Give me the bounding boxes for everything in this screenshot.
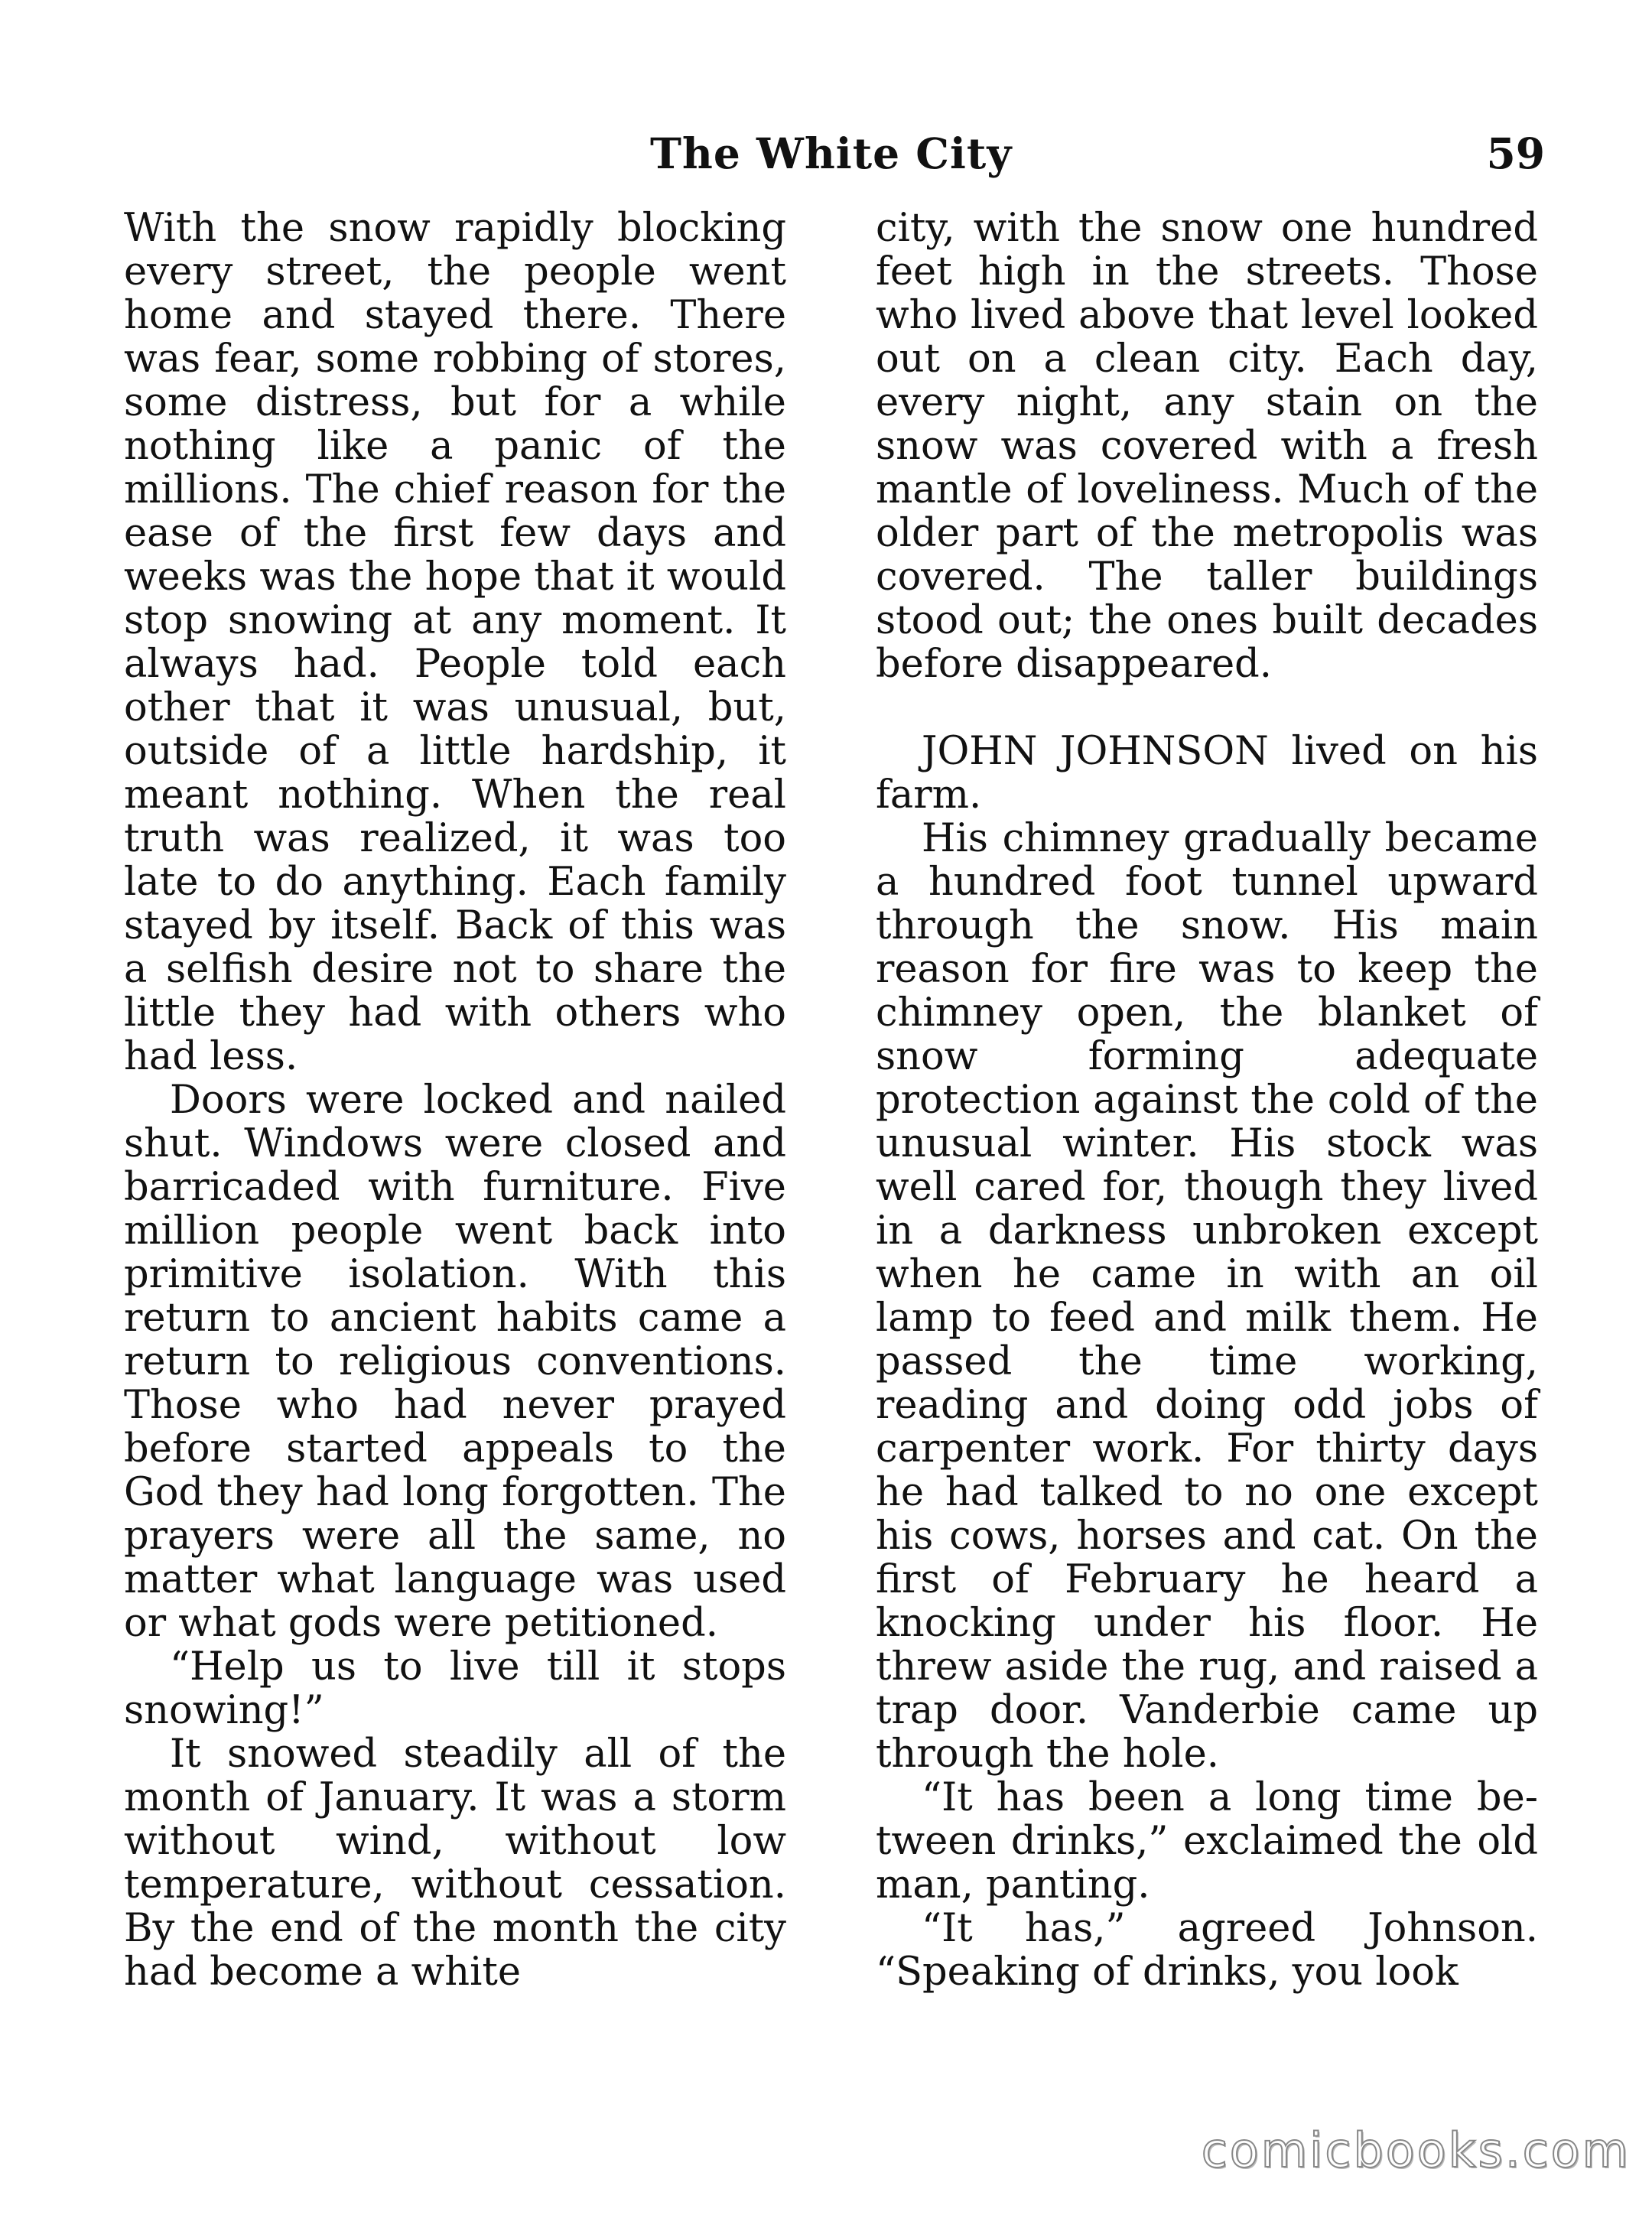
paragraph: JOHN JOHNSON lived on his farm. [876, 729, 1538, 818]
paragraph: “Help us to live till it stops snowing!” [124, 1644, 786, 1733]
paragraph: “It has been a long time between drinks,” exclaimed the old man, panting. [876, 1775, 1538, 1907]
paragraph: His chimney gradually became a hundred foot tunnel upward through the snow. His main reason for fire was to keep the chimney open, the blanket of snow forming adequate protection against the cold of the unusual winter. His stock was well cared for, though they lived in a darkness unbroken except when he came in with an oil lamp to feed and milk them. He passed the time working, reading and doing odd jobs of carpenter work. For thirty days he had talked to no one except his cows, horses and cat. On the first of February he heard a knocking under his floor. He threw aside the rug, and raised a trap door. Vanderbie came up through the hole. [876, 816, 1538, 1777]
page-number: 59 [1486, 128, 1545, 178]
right-column [876, 207, 1538, 1994]
page-header [122, 128, 1545, 190]
site-watermark: comicbooks.com [1201, 2122, 1631, 2178]
paragraph: Doors were locked and nailed shut. Windows were closed and barricaded with furniture. Five million people went back into primitive isolation. With this return to ancient habits came a return to religious conventions. Those who had never prayed before started appeals to the God they had long forgotten. The prayers were all the same, no matter what language was used or what gods were petitioned. [124, 1078, 786, 1646]
paragraph: It snowed steadily all of the month of January. It was a storm without wind, without low temperature, without cessation. By the end of the month the city had become a white [124, 1732, 786, 1995]
paragraph: city, with the snow one hundred feet high in the streets. Those who lived above that level looked out on a clean city. Each day, every night, any stain on the snow was covered with a fresh mantle of loveliness. Much of the older part of the metropolis was covered. The taller buildings stood out; the ones built decades before disappeared. [876, 206, 1538, 687]
running-title: The White City [650, 128, 1013, 178]
paragraph: With the snow rapidly blocking every street, the people went home and stayed there. There was fear, some robbing of stores, some distress, but for a while nothing like a panic of the millions. The chief reason for the ease of the first few days and weeks was the hope that it would stop snowing at any moment. It always had. People told each other that it was unusual, but, outside of a little hardship, it meant nothing. When the real truth was realized, it was too late to do anything. Each family stayed by itself. Back of this was a selfish desire not to share the little they had with others who had less. [124, 206, 786, 1079]
paragraph: “It has,” agreed Johnson. “Speaking of drinks, you look [876, 1906, 1538, 1995]
left-column [124, 207, 786, 1994]
section-break [876, 686, 1538, 730]
